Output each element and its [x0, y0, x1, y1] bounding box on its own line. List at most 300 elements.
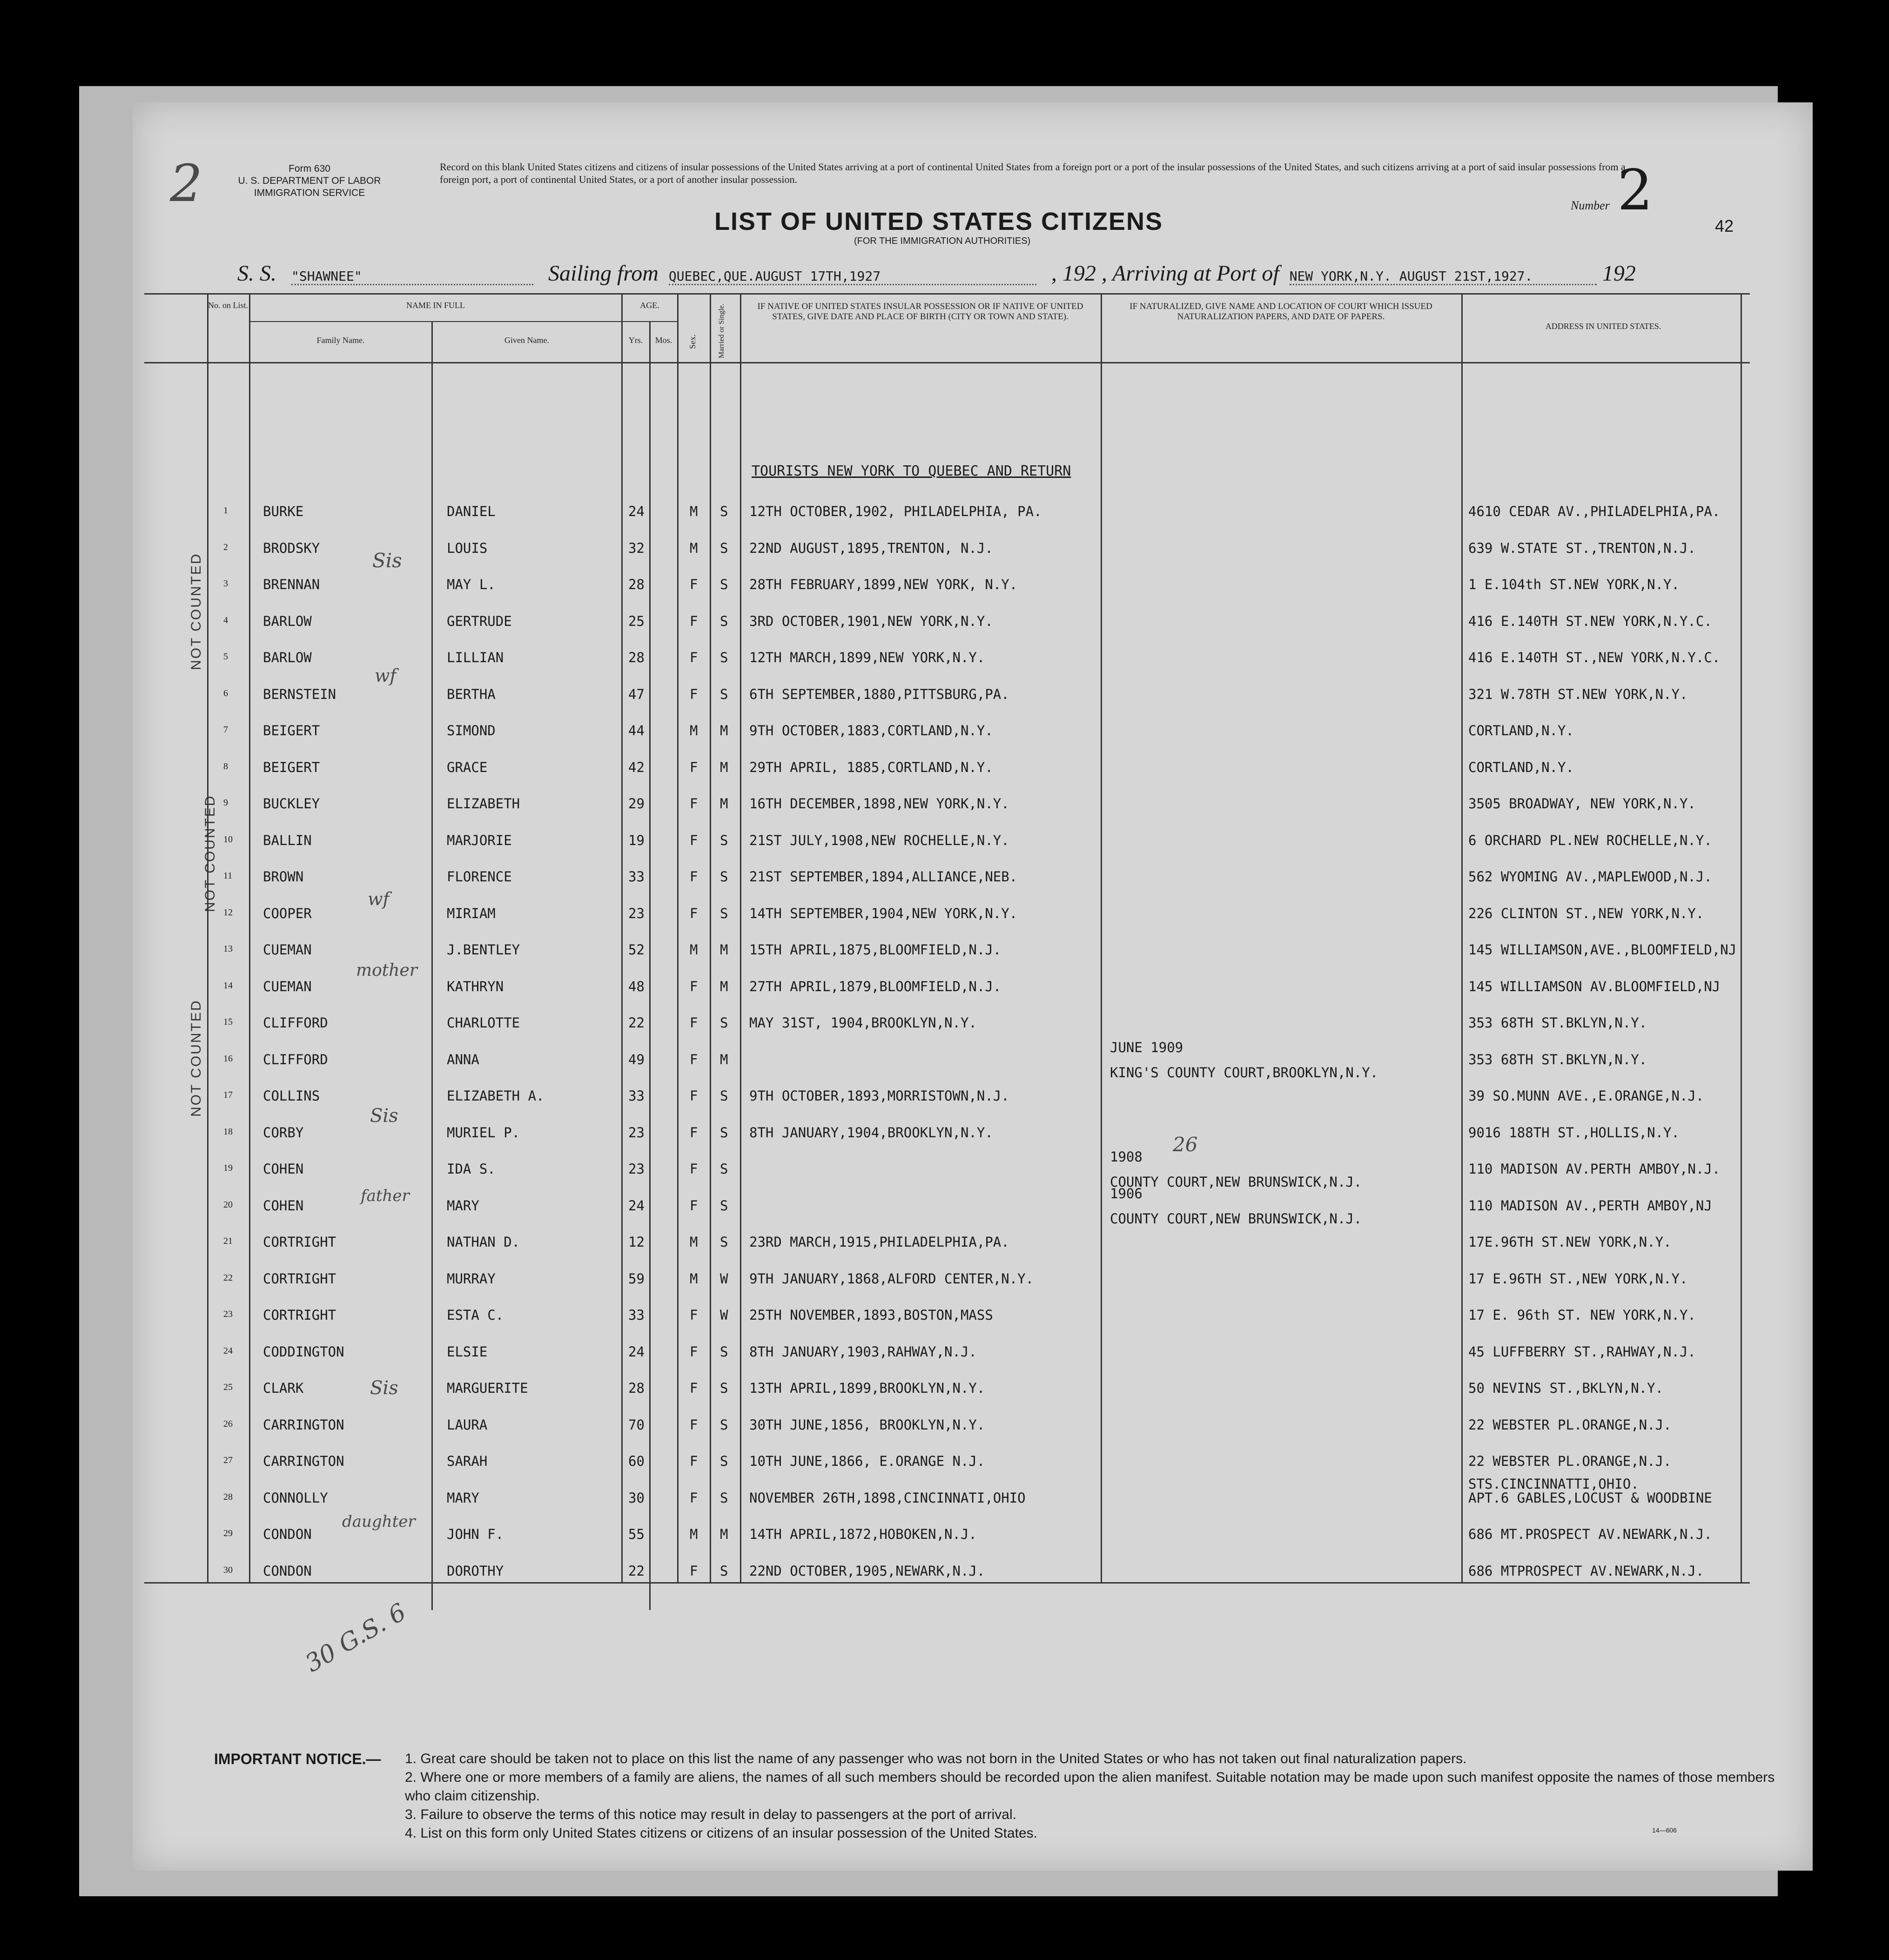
col-naturalized: IF NATURALIZED, GIVE NAME AND LOCATION OF COURT WHICH ISSUED NATURALIZATION PAPERS, AND DATE OF PAPERS.: [1129, 302, 1432, 322]
cell-given: DOROTHY: [447, 1563, 504, 1579]
cell-addr-top: STS.CINCINNATTI,OHIO.: [1468, 1476, 1639, 1492]
cell-no: 1: [223, 505, 228, 516]
cell-birth: 21ST SEPTEMBER,1894,ALLIANCE,NEB.: [749, 869, 1018, 885]
cell-addr: 4610 CEDAR AV.,PHILADELPHIA,PA.: [1468, 503, 1721, 519]
cell-given: ELSIE: [447, 1343, 488, 1360]
col-name-in-full: NAME IN FULL: [406, 301, 465, 310]
handwritten-note: wf: [375, 665, 397, 686]
cell-addr: 17 E.96TH ST.,NEW YORK,N.Y.: [1468, 1270, 1688, 1287]
table-row: [133, 1149, 1813, 1190]
page-number: 42: [1715, 216, 1734, 235]
cell-birth: 13TH APRIL,1899,BROOKLYN,N.Y.: [749, 1380, 985, 1396]
cell-sex: F: [690, 869, 698, 885]
cell-yrs: 29: [628, 796, 645, 812]
cell-addr: 17E.96TH ST.NEW YORK,N.Y.: [1468, 1234, 1672, 1250]
notice-item: 4. List on this form only United States citizens or citizens of an insular possession of the United States.: [405, 1826, 1038, 1841]
ss-label: S. S.: [237, 261, 276, 286]
notice-list: [405, 1750, 1778, 1843]
handwritten-note: Sis: [370, 1105, 398, 1127]
cell-yrs: 28: [628, 1380, 645, 1396]
cell-given: LOUIS: [447, 540, 488, 556]
cell-birth: NOVEMBER 26TH,1898,CINCINNATI,OHIO: [749, 1490, 1026, 1506]
cell-yrs: 23: [628, 905, 645, 921]
cell-given: MAY L.: [447, 577, 496, 592]
cell-birth: 9TH OCTOBER,1883,CORTLAND,N.Y.: [749, 723, 993, 738]
cell-nat2: KING'S COUNTY COURT,BROOKLYN,N.Y.: [1110, 1064, 1378, 1081]
cell-family: BERNSTEIN: [263, 686, 336, 702]
handwritten-note: father: [361, 1187, 410, 1205]
cell-status: W: [720, 1307, 728, 1323]
cell-family: BARLOW: [263, 650, 312, 665]
cell-yrs: 19: [628, 832, 645, 848]
manifest-page: [133, 102, 1813, 1871]
cell-family: BROWN: [263, 869, 304, 885]
cell-family: CORTRIGHT: [263, 1270, 336, 1287]
cell-given: MARY: [447, 1197, 479, 1214]
cell-sex: F: [690, 1197, 698, 1214]
cell-addr: 22 WEBSTER PL.ORANGE,N.J.: [1468, 1416, 1672, 1433]
sailing-label: Sailing from: [548, 261, 659, 286]
cell-yrs: 23: [628, 1161, 645, 1177]
cell-addr: 45 LUFFBERRY ST.,RAHWAY,N.J.: [1468, 1343, 1696, 1360]
table-row: [133, 1407, 1813, 1443]
cell-given: GERTRUDE: [447, 613, 512, 629]
not-counted-stamp: NOT COUNTED: [188, 552, 204, 670]
cell-family: BARLOW: [263, 613, 312, 629]
cell-no: 7: [223, 725, 228, 735]
cell-addr: 22 WEBSTER PL.ORANGE,N.J.: [1468, 1453, 1672, 1469]
cell-no: 25: [223, 1382, 233, 1392]
sailing-value: QUEBEC,QUE.AUGUST 17TH,1927: [669, 268, 1036, 285]
cell-status: S: [720, 540, 728, 556]
cell-status: S: [720, 869, 728, 885]
cell-family: BALLIN: [263, 832, 312, 848]
ship-name: "SHAWNEE": [291, 268, 533, 285]
cell-birth: 10TH JUNE,1866, E.ORANGE N.J.: [749, 1453, 985, 1469]
notice-item: 1. Great care should be taken not to place on this list the name of any passenger who was not born in the United States or who has not taken out final naturalization papers.: [405, 1751, 1467, 1766]
cell-yrs: 24: [628, 1343, 645, 1360]
cell-status: S: [720, 1088, 728, 1104]
col-mos: Mos.: [655, 336, 672, 345]
cell-status: M: [720, 796, 728, 812]
cell-yrs: 59: [628, 1270, 645, 1287]
cell-given: NATHAN D.: [447, 1234, 520, 1250]
cell-sex: F: [690, 832, 698, 848]
cell-family: CORTRIGHT: [263, 1307, 336, 1323]
cell-addr: 686 MT.PROSPECT AV.NEWARK,N.J.: [1468, 1526, 1712, 1542]
cell-no: 30: [223, 1564, 233, 1575]
corner-mark: 2: [170, 154, 202, 213]
cell-family: CUEMAN: [263, 942, 312, 958]
cell-given: MURRAY: [447, 1270, 496, 1287]
cell-addr: 353 68TH ST.BKLYN,N.Y.: [1468, 1051, 1647, 1067]
cell-birth: 6TH SEPTEMBER,1880,PITTSBURG,PA.: [749, 686, 1009, 702]
table-row: [133, 1476, 1813, 1516]
cell-sex: F: [690, 759, 698, 775]
handwritten-note: wf: [368, 889, 390, 909]
cell-birth: 14TH SEPTEMBER,1904,NEW YORK,N.Y.: [749, 905, 1018, 921]
not-counted-stamp: NOT COUNTED: [188, 999, 204, 1117]
cell-addr: 6 ORCHARD PL.NEW ROCHELLE,N.Y.: [1468, 832, 1712, 848]
cell-family: CORTRIGHT: [263, 1234, 336, 1250]
cell-family: CONNOLLY: [263, 1490, 328, 1506]
cell-status: S: [720, 577, 728, 592]
cell-no: 29: [223, 1528, 233, 1538]
cell-yrs: 24: [628, 1197, 645, 1214]
cell-sex: F: [690, 1490, 698, 1506]
arriving-year: 192: [1602, 261, 1636, 286]
cell-given: MARY: [447, 1490, 479, 1506]
cell-yrs: 33: [628, 869, 645, 885]
handwritten-note: Sis: [372, 549, 402, 572]
cell-birth: 22ND AUGUST,1895,TRENTON, N.J.: [749, 540, 993, 556]
voyage-line: S. S. "SHAWNEE" Sailing from QUEBEC,QUE.AUGUST 17TH,1927 , 192 , Arriving at Port of NEW YORK,N.Y. AUGUST 21ST,1927. 192: [237, 261, 1636, 286]
cell-yrs: 42: [628, 759, 645, 775]
cell-no: 3: [223, 578, 228, 589]
col-married: Married or Single.: [718, 303, 726, 358]
cell-given: CHARLOTTE: [447, 1015, 520, 1031]
cell-given: LAURA: [447, 1416, 488, 1433]
cell-yrs: 22: [628, 1563, 645, 1579]
cell-no: 12: [223, 907, 233, 918]
cell-given: MARGUERITE: [447, 1380, 528, 1396]
cell-status: S: [720, 503, 728, 519]
table-row: [133, 1039, 1813, 1081]
cell-family: CUEMAN: [263, 978, 312, 994]
cell-birth: 29TH APRIL, 1885,CORTLAND,N.Y.: [749, 759, 993, 775]
form-number: Form 630: [289, 163, 330, 174]
cell-nat2: COUNTY COURT,NEW BRUNSWICK,N.J.: [1110, 1210, 1362, 1227]
table-row: [133, 712, 1813, 749]
section-heading: TOURISTS NEW YORK TO QUEBEC AND RETURN: [752, 463, 1071, 479]
cell-no: 19: [223, 1163, 233, 1173]
cell-birth: 21ST JULY,1908,NEW ROCHELLE,N.Y.: [749, 832, 1009, 848]
handwritten-note: Sis: [370, 1377, 398, 1399]
cell-status: S: [720, 686, 728, 702]
cell-no: 5: [223, 651, 228, 662]
cell-addr: 39 SO.MUNN AVE.,E.ORANGE,N.J.: [1468, 1088, 1704, 1104]
cell-status: S: [720, 1197, 728, 1214]
cell-yrs: 47: [628, 686, 645, 702]
cell-no: 22: [223, 1272, 233, 1283]
list-number: [1571, 158, 1653, 223]
cell-status: S: [720, 905, 728, 921]
cell-given: IDA S.: [447, 1161, 496, 1177]
cell-family: BEIGERT: [263, 759, 320, 775]
cell-yrs: 49: [628, 1051, 645, 1067]
cell-family: CLIFFORD: [263, 1015, 328, 1031]
page-subtitle: (FOR THE IMMIGRATION AUTHORITIES): [854, 236, 1031, 246]
cell-status: S: [720, 1416, 728, 1433]
cell-yrs: 33: [628, 1088, 645, 1104]
cell-addr: 226 CLINTON ST.,NEW YORK,N.Y.: [1468, 905, 1704, 921]
cell-given: JOHN F.: [447, 1526, 504, 1542]
cell-no: 10: [223, 834, 233, 845]
cell-no: 4: [223, 615, 228, 625]
cell-given: MIRIAM: [447, 905, 496, 921]
cell-addr: 416 E.140TH ST.,NEW YORK,N.Y.C.: [1468, 650, 1721, 665]
cell-family: CONDON: [263, 1526, 312, 1542]
cell-yrs: 70: [628, 1416, 645, 1433]
cell-given: LILLIAN: [447, 650, 504, 665]
page-title: LIST OF UNITED STATES CITIZENS: [714, 208, 1163, 235]
cell-family: COHEN: [263, 1161, 304, 1177]
cell-birth: 28TH FEBRUARY,1899,NEW YORK, N.Y.: [749, 577, 1018, 592]
cell-addr: 639 W.STATE ST.,TRENTON,N.J.: [1468, 540, 1696, 556]
cell-sex: F: [690, 686, 698, 702]
cell-sex: F: [690, 577, 698, 592]
cell-family: CODDINGTON: [263, 1343, 344, 1360]
table-row: [133, 603, 1813, 639]
cell-no: 24: [223, 1345, 233, 1356]
arriving-label: Arriving at Port of: [1112, 261, 1279, 286]
cell-given: ESTA C.: [447, 1307, 504, 1323]
cell-status: S: [720, 1453, 728, 1469]
handwritten-note: 30 G.S. 6: [300, 1598, 411, 1678]
cell-birth: 12TH OCTOBER,1902, PHILADELPHIA, PA.: [749, 503, 1042, 519]
cell-birth: 14TH APRIL,1872,HOBOKEN,N.J.: [749, 1526, 977, 1542]
col-sex: Sex.: [688, 334, 697, 349]
cell-sex: M: [690, 1526, 698, 1542]
notice-item: 2. Where one or more members of a family are aliens, the names of all such members should be recorded upon the alien manifest. Suitable notation may be made upon such manifest opposite the names of those members who claim citizenship.: [405, 1770, 1775, 1804]
service-name: IMMIGRATION SERVICE: [254, 188, 365, 198]
cell-nat1: JUNE 1909: [1110, 1039, 1183, 1055]
cell-status: S: [720, 1161, 728, 1177]
cell-birth: 22ND OCTOBER,1905,NEWARK,N.J.: [749, 1563, 985, 1579]
arriving-value: NEW YORK,N.Y. AUGUST 21ST,1927.: [1290, 268, 1597, 285]
cell-yrs: 22: [628, 1015, 645, 1031]
cell-no: 13: [223, 944, 233, 954]
table-row: [133, 1005, 1813, 1041]
cell-family: COLLINS: [263, 1088, 320, 1104]
cell-sex: M: [690, 942, 698, 958]
cell-addr: 1 E.104th ST.NEW YORK,N.Y.: [1468, 577, 1680, 592]
cell-family: CONDON: [263, 1563, 312, 1579]
number-label: Number: [1571, 199, 1610, 212]
cell-given: FLORENCE: [447, 869, 512, 885]
cell-family: BRODSKY: [263, 540, 320, 556]
col-address: ADDRESS IN UNITED STATES.: [1545, 322, 1661, 331]
cell-addr: CORTLAND,N.Y.: [1468, 759, 1574, 775]
cell-sex: M: [690, 1234, 698, 1250]
col-birth: IF NATIVE OF UNITED STATES INSULAR POSSESSION OR IF NATIVE OF UNITED STATES, GIVE DATE AND PLACE OF BIRTH (CITY OR TOWN AND STATE).: [757, 302, 1083, 322]
cell-sex: M: [690, 503, 698, 519]
cell-given: KATHRYN: [447, 978, 504, 994]
cell-family: COHEN: [263, 1197, 304, 1214]
table-row: [133, 1224, 1813, 1260]
cell-status: S: [720, 650, 728, 665]
cell-family: BRENNAN: [263, 577, 320, 592]
cell-no: 20: [223, 1199, 233, 1210]
not-counted-stamp: NOT COUNTED: [202, 794, 218, 912]
cell-sex: F: [690, 1088, 698, 1104]
form-identifier: [212, 163, 407, 199]
cell-no: 15: [223, 1017, 233, 1027]
cell-status: M: [720, 723, 728, 738]
cell-yrs: 25: [628, 613, 645, 629]
col-family-name: Family Name.: [316, 336, 365, 345]
cell-given: ANNA: [447, 1051, 479, 1067]
cell-family: CARRINGTON: [263, 1453, 344, 1469]
cell-given: GRACE: [447, 759, 488, 775]
cell-given: MARJORIE: [447, 832, 512, 848]
cell-given: BERTHA: [447, 686, 496, 702]
col-yrs: Yrs.: [628, 336, 643, 345]
cell-no: 2: [223, 542, 228, 552]
cell-birth: 23RD MARCH,1915,PHILADELPHIA,PA.: [749, 1234, 1009, 1250]
cell-given: ELIZABETH A.: [447, 1088, 545, 1104]
cell-addr: 145 WILLIAMSON,AVE.,BLOOMFIELD,NJ: [1468, 942, 1737, 958]
cell-family: BEIGERT: [263, 723, 320, 738]
cell-yrs: 32: [628, 540, 645, 556]
cell-yrs: 28: [628, 650, 645, 665]
cell-sex: F: [690, 905, 698, 921]
cell-birth: 25TH NOVEMBER,1893,BOSTON,MASS: [749, 1307, 993, 1323]
cell-status: S: [720, 832, 728, 848]
department-name: U. S. DEPARTMENT OF LABOR: [238, 175, 381, 186]
cell-family: BUCKLEY: [263, 796, 320, 812]
cell-given: J.BENTLEY: [447, 942, 520, 958]
intro-text: Record on this blank United States citizens and citizens of insular possessions of the United States arriving at a port of continental United States from a foreign port or a port of the insular possessions of the United States, and such citizens arriving at a port of said insular possessions from a foreign port, a port of continental United States, or a port of another insular possession.: [440, 161, 1626, 185]
cell-no: 18: [223, 1126, 233, 1137]
cell-birth: 12TH MARCH,1899,NEW YORK,N.Y.: [749, 650, 985, 665]
cell-family: CLARK: [263, 1380, 304, 1396]
cell-addr: 145 WILLIAMSON AV.BLOOMFIELD,NJ: [1468, 978, 1721, 994]
cell-yrs: 33: [628, 1307, 645, 1323]
cell-addr: 416 E.140TH ST.NEW YORK,N.Y.C.: [1468, 613, 1712, 629]
cell-yrs: 30: [628, 1490, 645, 1506]
table-row: [133, 749, 1813, 785]
cell-no: 28: [223, 1491, 233, 1502]
cell-status: S: [720, 1015, 728, 1031]
cell-sex: M: [690, 1270, 698, 1287]
cell-yrs: 23: [628, 1124, 645, 1141]
cell-addr: 110 MADISON AV.PERTH AMBOY,N.J.: [1468, 1161, 1721, 1177]
cell-no: 21: [223, 1236, 233, 1246]
cell-no: 11: [223, 871, 233, 881]
cell-birth: 15TH APRIL,1875,BLOOMFIELD,N.J.: [749, 942, 1002, 958]
cell-no: 9: [223, 798, 228, 808]
cell-status: S: [720, 613, 728, 629]
cell-no: 6: [223, 688, 228, 698]
cell-status: S: [720, 1343, 728, 1360]
cell-status: S: [720, 1380, 728, 1396]
cell-birth: 9TH OCTOBER,1893,MORRISTOWN,N.J.: [749, 1088, 1009, 1104]
cell-yrs: 48: [628, 978, 645, 994]
col-no: No. on List.: [208, 301, 249, 310]
number-value: 2: [1617, 158, 1653, 223]
cell-no: 27: [223, 1455, 233, 1465]
cell-birth: 3RD OCTOBER,1901,NEW YORK,N.Y.: [749, 613, 993, 629]
table-row: [133, 785, 1813, 822]
cell-sex: F: [690, 1015, 698, 1031]
cell-sex: F: [690, 1343, 698, 1360]
cell-birth: MAY 31ST, 1904,BROOKLYN,N.Y.: [749, 1015, 977, 1031]
cell-sex: M: [690, 723, 698, 738]
cell-sex: F: [690, 1161, 698, 1177]
cell-given: SIMOND: [447, 723, 496, 738]
cell-status: W: [720, 1270, 728, 1287]
cell-no: 16: [223, 1053, 233, 1064]
handwritten-note: 26: [1173, 1133, 1198, 1156]
cell-sex: F: [690, 1453, 698, 1469]
cell-family: CLIFFORD: [263, 1051, 328, 1067]
cell-sex: M: [690, 540, 698, 556]
cell-birth: 9TH JANUARY,1868,ALFORD CENTER,N.Y.: [749, 1270, 1034, 1287]
table-row: [133, 1261, 1813, 1297]
form-code: 14—606: [1652, 1826, 1677, 1834]
sailing-year: 192: [1062, 261, 1096, 286]
cell-status: S: [720, 1563, 728, 1579]
cell-addr: 9016 188TH ST.,HOLLIS,N.Y.: [1468, 1124, 1680, 1141]
cell-sex: F: [690, 1563, 698, 1579]
cell-sex: F: [690, 1124, 698, 1141]
handwritten-note: mother: [356, 961, 417, 980]
cell-no: 23: [223, 1309, 233, 1319]
cell-status: M: [720, 1526, 728, 1542]
cell-status: S: [720, 1490, 728, 1506]
cell-addr: 353 68TH ST.BKLYN,N.Y.: [1468, 1015, 1647, 1031]
cell-given: SARAH: [447, 1453, 488, 1469]
cell-addr: 562 WYOMING AV.,MAPLEWOOD,N.J.: [1468, 869, 1712, 885]
table-row: [133, 1553, 1813, 1589]
cell-addr: 110 MADISON AV.,PERTH AMBOY,NJ: [1468, 1197, 1712, 1214]
cell-sex: F: [690, 650, 698, 665]
table-row: [133, 1334, 1813, 1370]
cell-status: S: [720, 1124, 728, 1141]
cell-yrs: 28: [628, 577, 645, 592]
cell-birth: 30TH JUNE,1856, BROOKLYN,N.Y.: [749, 1416, 985, 1433]
cell-family: BURKE: [263, 503, 304, 519]
cell-birth: 8TH JANUARY,1903,RAHWAY,N.J.: [749, 1343, 977, 1360]
cell-no: 14: [223, 980, 233, 991]
cell-sex: F: [690, 613, 698, 629]
cell-given: DANIEL: [447, 503, 496, 519]
cell-addr: 686 MTPROSPECT AV.NEWARK,N.J.: [1468, 1563, 1704, 1579]
cell-yrs: 24: [628, 503, 645, 519]
cell-nat1: 1908: [1110, 1149, 1143, 1165]
cell-addr: 321 W.78TH ST.NEW YORK,N.Y.: [1468, 686, 1688, 702]
cell-sex: F: [690, 1307, 698, 1323]
cell-yrs: 60: [628, 1453, 645, 1469]
cell-sex: F: [690, 796, 698, 812]
notice-item: 3. Failure to observe the terms of this notice may result in delay to passengers at the port of arrival.: [405, 1807, 1016, 1822]
cell-yrs: 52: [628, 942, 645, 958]
cell-given: MURIEL P.: [447, 1124, 520, 1141]
cell-no: 26: [223, 1418, 233, 1429]
cell-sex: F: [690, 1380, 698, 1396]
cell-addr: 50 NEVINS ST.,BKLYN,N.Y.: [1468, 1380, 1664, 1396]
cell-status: M: [720, 978, 728, 994]
table-row: [133, 493, 1813, 530]
col-given-name: Given Name.: [504, 336, 549, 345]
col-age: AGE.: [640, 301, 659, 310]
cell-nat1: 1906: [1110, 1185, 1143, 1202]
cell-family: COOPER: [263, 905, 312, 921]
cell-sex: F: [690, 1051, 698, 1067]
cell-nat2: COUNTY COURT,NEW BRUNSWICK,N.J.: [1110, 1174, 1362, 1190]
table-row: [133, 1443, 1813, 1479]
notice-label: IMPORTANT NOTICE.—: [214, 1751, 381, 1767]
cell-no: 17: [223, 1090, 233, 1100]
cell-family: CORBY: [263, 1124, 304, 1141]
table-row: [133, 1297, 1813, 1333]
cell-birth: 8TH JANUARY,1904,BROOKLYN,N.Y.: [749, 1124, 993, 1141]
cell-addr: 17 E. 96th ST. NEW YORK,N.Y.: [1468, 1307, 1696, 1323]
cell-yrs: 44: [628, 723, 645, 738]
cell-status: M: [720, 759, 728, 775]
cell-status: S: [720, 1234, 728, 1250]
